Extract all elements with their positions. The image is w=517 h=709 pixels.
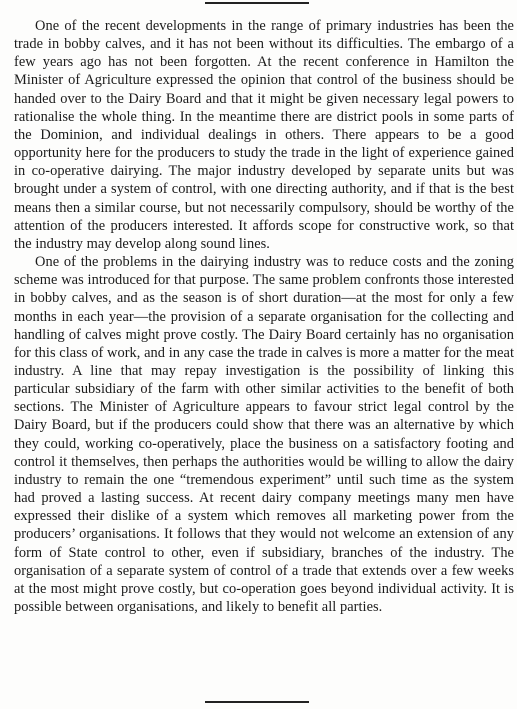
paragraph-2: One of the problems in the dairying industry was to reduce costs and the zoning scheme was introduced for that purpose. The same problem confronts those interested in bobby calves, and as the season is of short duration—at the most for only a few months in each year—the provision of a separate organisation for the collecting and handling of calves might prove costly. The Dairy Board certainly has no organisation for this class of work, and in any case the trade in calves is more a matter for the meat industry. A line that may repay investigation is the possibility of linking this particular subsidiary of the farm with other similar activities to the benefit of both sections. The Minister of Agriculture appears to favour strict legal control by the Dairy Board, but if the producers could show that there was an alternative by which they could, working co-operatively, place the business on a satisfactory footing and control it themselves, then perhaps the authorities would be willing to allow the dairy industry to remain the one “tremendous experiment” until such time as the system had proved a lasting success. At recent dairy company meetings many men have expressed their dislike of a system which removes all marketing power from the producers’ organisations. It follows that they would not welcome an extension of any form of State control to other, even if subsidiary, branches of the industry. The organisation of a separate system of control of a trade that extends over a few weeks at the most might prove costly, but co-operation goes beyond individual activity. It is possible between organisations, and likely to benefit all parties. <box>14 254 514 615</box>
top-rule <box>205 2 309 4</box>
bottom-rule <box>205 701 309 703</box>
paragraph-1: One of the recent developments in the range of primary industries has been the trade in bobby calves, and it has not been without its difficulties. The embargo of a few years ago has not been forgotten. At the recent conference in Hamilton the Minister of Agriculture expressed the opinion that control of the business should be handed over to the Dairy Board and that it might be given necessary legal powers to rationalise the whole thing. In the meantime there are district pools in some parts of the Dominion, and individual dealings in others. There appears to be a good opportunity here for the producers to study the trade in the light of experience gained in co-operative dairying. The major industry developed by separate units but was brought under a system of control, with one directing authority, and if that is the best means then a similar course, but not necessarily compulsory, should be worthy of the attention of the producers interested. It affords scope for constructive work, so that the industry may develop along sound lines. <box>14 18 514 252</box>
article-column <box>14 17 514 616</box>
